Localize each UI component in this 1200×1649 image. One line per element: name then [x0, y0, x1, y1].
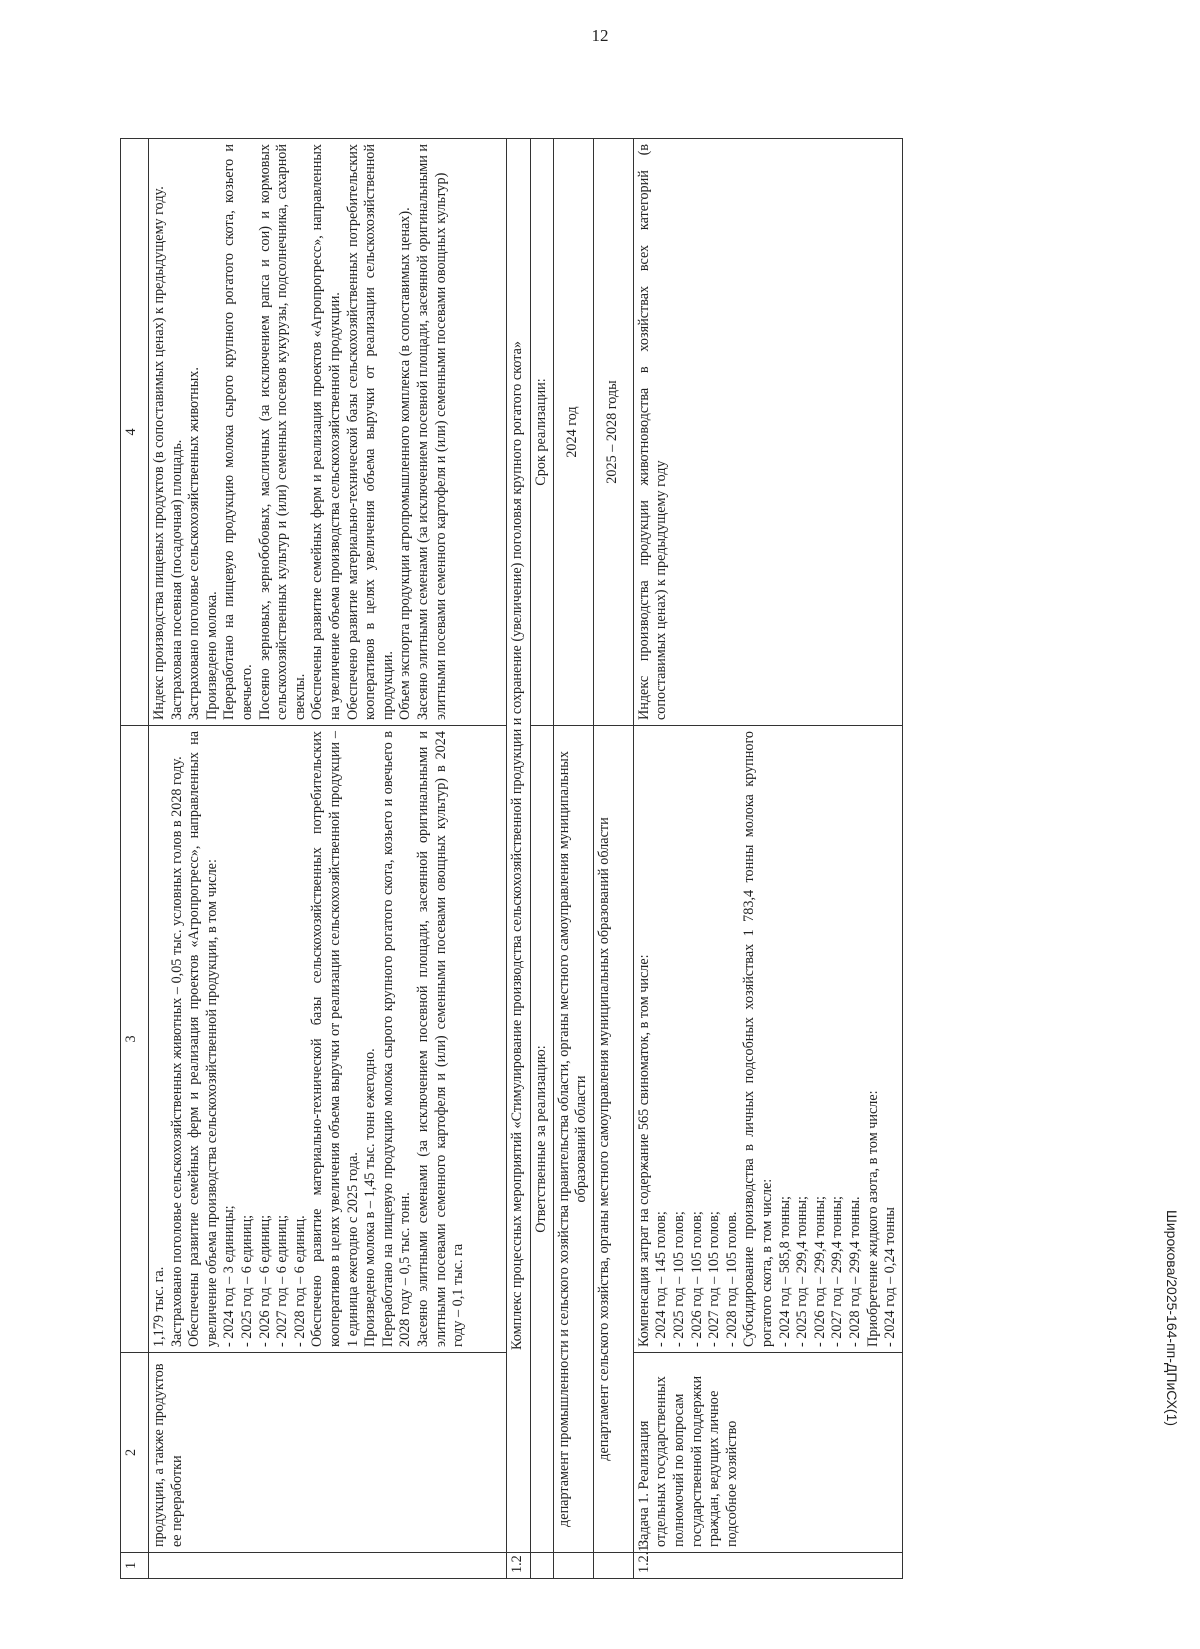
- program-table: [120, 138, 903, 1579]
- row-1-2-1-results: Компенсация затрат на содержание 565 свиноматок, в том числе: - 2024 год – 145 голов; - 2025 год – 105 голов; - 2026 год – 105 голов; - 2027 год – 105 голов; - 2028 год – 105 голов. Субсидирование производства в личных подсобных хозяйствах 1 783,4 тонны молока крупного рогатого скота, в том числе: - 2024 год – 585,8 тонны; - 2025 год – 299,4 тонны; - 2026 год – 299,4 тонны; - 2027 год – 299,4 тонны; - 2028 год – 299,4 тонны. Приобретение жидкого азота, в том числе: - 2024 год – 0,24 тонны: [633, 726, 902, 1353]
- row-a-results: 1,179 тыс. га. Застраховано поголовье сельскохозяйственных животных – 0,05 тыс. условных голов в 2028 году. Обеспечены развитие семейных ферм и реализация проектов «Агропрогресс», направленных на увеличение объема производства сельскохозяйственной продукции, в том числе: - 2024 год – 3 единицы; - 2025 год – 6 единиц; - 2026 год – 6 единиц; - 2027 год – 6 единиц; - 2028 год – 6 единиц. Обеспечено развитие материально-технической базы сельскохозяйственных потребительских кооперативов в целях увеличения объема выручки от реализации сельскохозяйственной продукции – 1 единица ежегодно с 2025 года. Произведено молока в – 1,45 тыс. тонн ежегодно. Переработано на пищевую продукцию молока сырого крупного рогатого скота, козьего и овечьего в 2028 году – 0,5 тыс. тонн. Засеяно элитными семенами (за исключением посевной площади, засеянной оригинальными и элитными посевами семенного картофеля и (или) семенными посевами овощных культур) в 2024 году – 0,1 тыс. га: [149, 726, 507, 1353]
- row-a-indicators: Индекс производства пищевых продуктов (в сопоставимых ценах) к предыдущему году. Застрахована посевная (посадочная) площадь. Застраховано поголовье сельскохозяйственных животных. Произведено молока. Переработано на пищевую продукцию молока сырого крупного рогатого скота, козьего и овечьего. Посеяно зерновых, зернобобовых, масличных (за исключением рапса и сои) и кормовых сельскохозяйственных культур и (или) семенных посевов кукурузы, подсолнечника, сахарной свеклы. Обеспечены развитие семейных ферм и реализация проектов «Агропрогресс», направленных на увеличение объема производства сельскохозяйственной продукции. Обеспечено развитие материально-технической базы сельскохозяйственных потребительских кооперативов в целях увеличения объема выручки от реализации сельскохозяйственной продукции. Объем экспорта продукции агропромышленного комплекса (в сопоставимых ценах). Засеяно элитными семенами (за исключением посевной площади, засеянной оригинальными и элитными посевами семенного картофеля и (или) семенными посевами овощных культур): [149, 139, 507, 726]
- document-footer-code: Широкова/2025-164-пп-ДПиСХ(1): [1164, 1210, 1180, 1427]
- header-col-1: 1: [121, 1553, 149, 1579]
- resp-2-number: [593, 1553, 633, 1579]
- table-row: [633, 139, 902, 1579]
- table-row: [553, 139, 593, 1579]
- row-1-2-1-indicators: Индекс производства продукции животноводства в хозяйствах всех категорий (в сопоставимых ценах) к предыдущему году: [633, 139, 902, 726]
- header-col-2: 2: [121, 1353, 149, 1553]
- page-number: 12: [591, 26, 609, 45]
- responsible-2: департамент сельского хозяйства, органы местного самоуправления муниципальных образований области: [593, 726, 633, 1553]
- resp-1-number: [553, 1553, 593, 1579]
- header-row: [121, 139, 149, 1579]
- table-row: [149, 139, 507, 1579]
- complex-title: Комплекс процессных мероприятий «Стимулирование производства сельскохозяйственной продукции и сохранение (увеличение) поголовья крупного рогатого скота»: [507, 139, 531, 1553]
- row-a-number: [149, 1553, 507, 1579]
- responsible-1: департамент промышленности и сельского хозяйства правительства области, органы местного самоуправления муниципальных образований области: [553, 726, 593, 1553]
- row-a-task: продукции, а также продуктов ее переработки: [149, 1353, 507, 1553]
- table-row: [531, 139, 554, 1579]
- row-1-2-1-task: Задача 1. Реализация отдельных государственных полномочий по вопросам государственной поддержки граждан, ведущих личное подсобное хозяйство: [633, 1353, 902, 1553]
- term-2: 2025 – 2028 годы: [593, 139, 633, 726]
- term-1: 2024 год: [553, 139, 593, 726]
- rotated-page: [120, 139, 1060, 1579]
- header-col-3: 3: [121, 726, 149, 1353]
- row-1-2-1-number: 1.2.1: [633, 1553, 902, 1579]
- row-1-2-number: 1.2: [507, 1553, 531, 1579]
- term-header: Срок реализации:: [531, 139, 554, 726]
- resp-header-number: [531, 1553, 554, 1579]
- responsible-header: Ответственные за реализацию:: [531, 726, 554, 1553]
- table-row: [507, 139, 531, 1579]
- header-col-4: 4: [121, 139, 149, 726]
- table-row: [593, 139, 633, 1579]
